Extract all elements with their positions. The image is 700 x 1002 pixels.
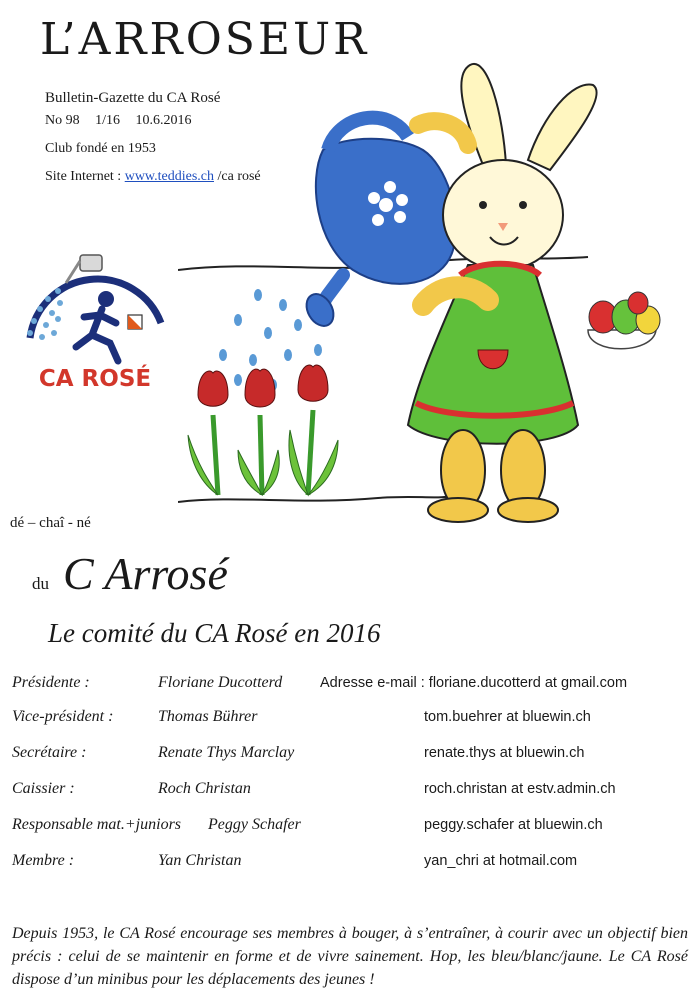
founded-line: Club fondé en 1953 [45,141,156,156]
member-role: Présidente : [12,674,90,691]
committee-title: Le comité du CA Rosé en 2016 [48,618,381,648]
member-email: Adresse e-mail : floriane.ducotterd at gmail.com [320,675,628,691]
committee-row [0,852,700,878]
member-role: Caissier : [12,780,75,797]
tagline-prefix: du [32,574,49,593]
committee-row [0,744,700,770]
runner-watering-can-logo [18,243,173,408]
member-role: Secrétaire : [12,744,87,761]
member-email: tom.buehrer at bluewin.ch [424,709,591,725]
footer-paragraph: Depuis 1953, le CA Rosé encourage ses membres à bouger, à s’entraîner, à courir avec un objectif bien précis : celui de se maintenir en forme et de vivre sainement. Hop, les bleu/blanc/jaune. Le CA Rosé dispose d’un minibus pour les déplacements des jeunes ! [12,925,688,988]
member-role: Vice-président : [12,708,114,725]
member-name: Renate Thys Marclay [158,744,295,761]
member-role: Membre : [12,852,75,869]
masthead-title: L’ARROSEUR [40,14,370,65]
member-email: renate.thys at bluewin.ch [424,745,585,761]
member-email: peggy.schafer at bluewin.ch [424,817,603,833]
member-name: Peggy Schafer [208,816,301,833]
member-email: yan_chri at hotmail.com [424,853,578,869]
bunny-watering-tulips-illustration [178,55,698,530]
member-name: Yan Christan [158,852,242,869]
member-name: Thomas Bührer [158,708,258,725]
committee-row [0,674,700,700]
tagline-text: C Arrosé [63,548,228,599]
member-name: Floriane Ducotterd [158,674,283,691]
site-link[interactable]: www.teddies.ch [124,169,214,184]
tagline-line-1: dé – chaî - né [10,515,91,531]
committee-row [0,816,700,842]
masthead-subtitle: Bulletin-Gazette du CA Rosé [45,90,221,106]
issue-date: 10.6.2016 [135,113,192,128]
member-email: roch.christan at estv.admin.ch [424,781,616,797]
committee-row [0,780,700,806]
member-role: Responsable mat.+juniors [12,816,182,833]
issue-part: 1/16 [95,113,121,128]
tagline-line-2 [32,547,228,600]
site-label: Site Internet : [45,169,125,184]
committee-row [0,708,700,734]
logo-text: CA ROSÉ [38,366,152,392]
site-suffix: /ca rosé [214,169,261,184]
issue-number: No 98 [45,113,80,128]
member-name: Roch Christan [158,780,251,797]
